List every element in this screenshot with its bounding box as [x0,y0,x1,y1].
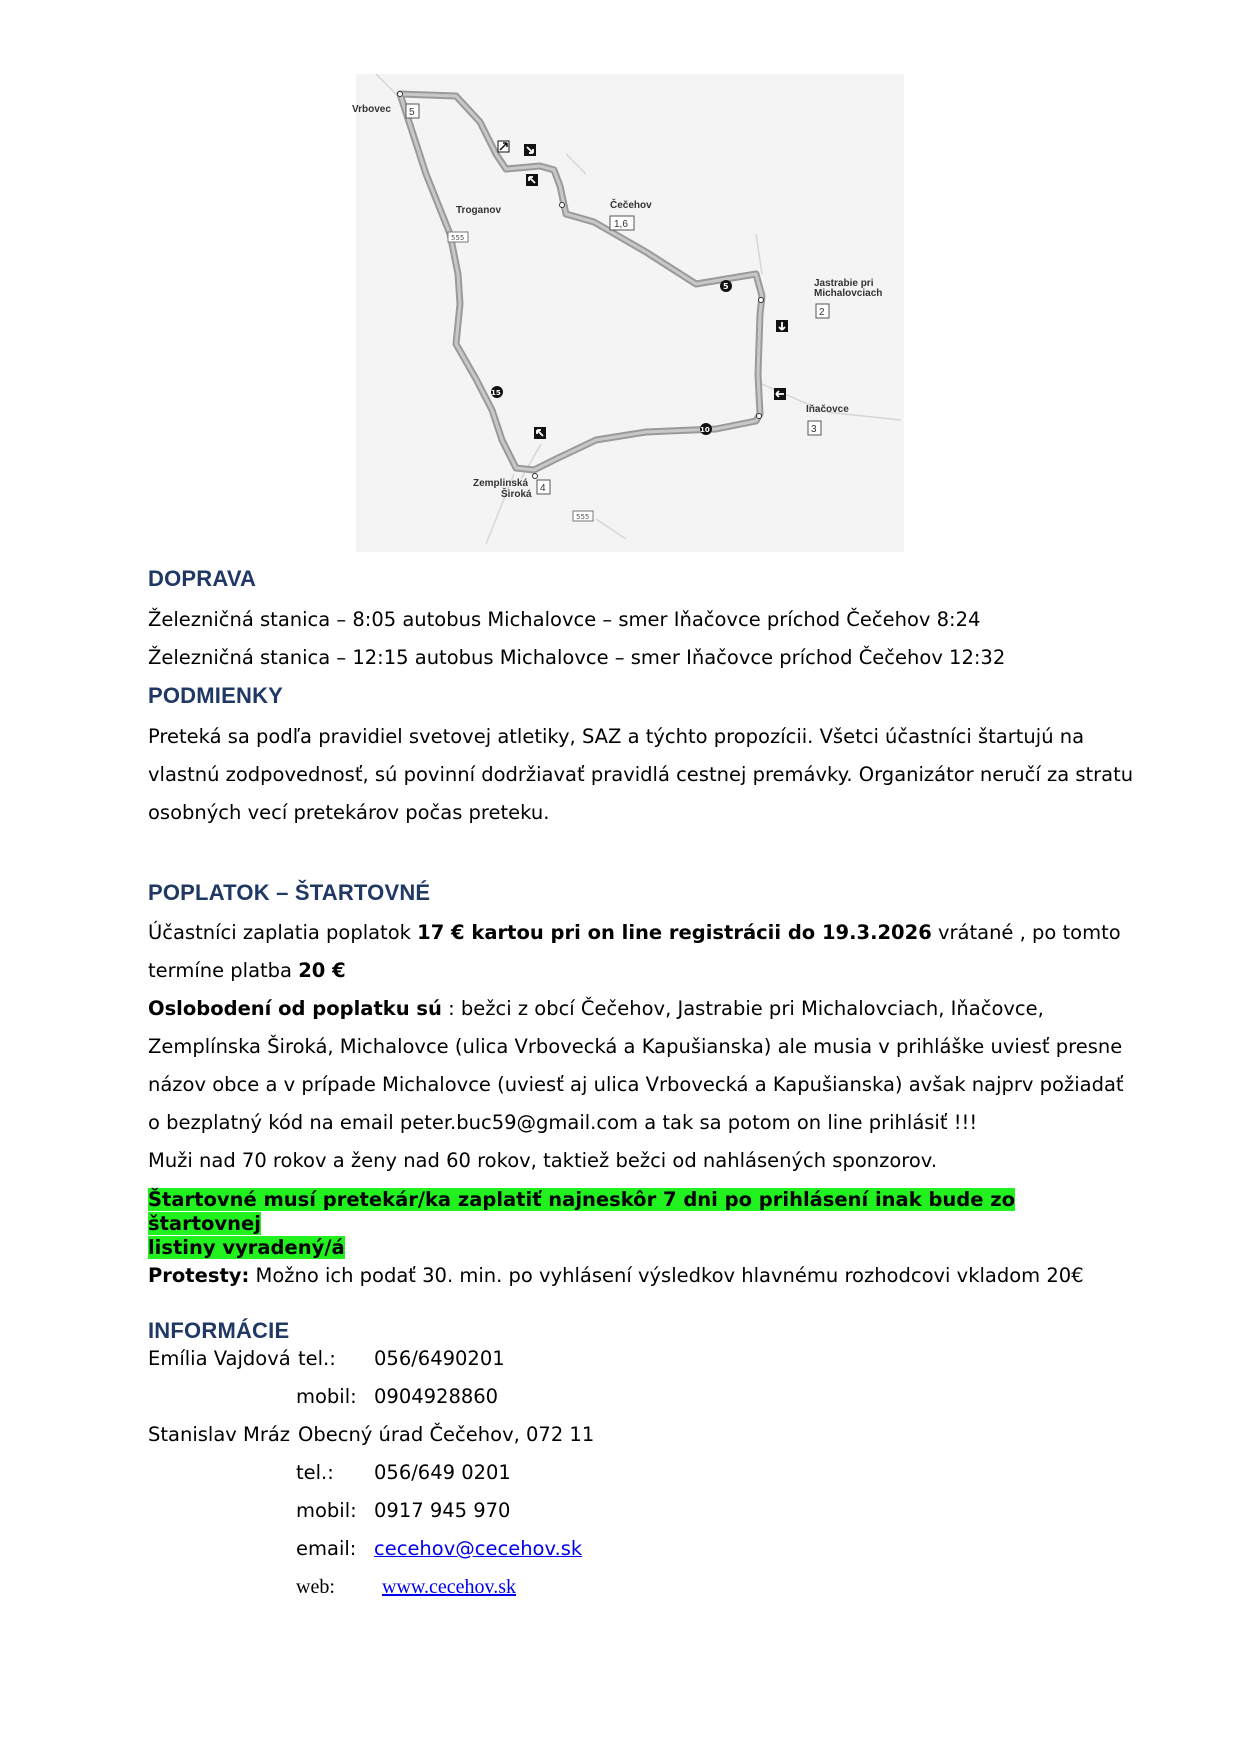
turn-arrow-icon [774,388,786,400]
svg-text:4: 4 [540,483,546,494]
payment-deadline-highlight: Štartovné musí pretekár/ka zaplatiť najneskôr 7 dni po prihlásení inak bude zo štartovnej listiny vyradený/á [148,1188,1016,1259]
turn-arrow-icon [498,141,509,152]
svg-text:2: 2 [819,307,825,318]
poplatok-line-4: Zemplínska Široká, Michalovce (ulica Vrbovecká a Kapušianska) ale musia v prihláške uviesť presne [148,1035,1123,1058]
checkpoint-vrbovec [406,104,419,118]
web-link[interactable]: www.cecehov.sk [382,1576,517,1598]
contact-2-tel-label: tel.: [296,1461,334,1484]
podmienky-line-3: osobných vecí pretekárov počas preteku. [148,801,550,824]
poplatok-line-1: Účastníci zaplatia poplatok 17 € kartou pri on line registrácii do 19.3.2026 vrátané , po tomto [148,921,1121,944]
turn-arrow-icon [526,174,538,186]
map-label-jastrabie-2: Michalovciach [814,288,883,299]
map-label-inacovce: Iňačovce [806,404,849,415]
svg-text:5: 5 [723,282,729,291]
map-label-zemplinska-1: Zemplinská [473,478,529,489]
poplatok-line-3: Oslobodení od poplatku sú : bežci z obcí Čečehov, Jastrabie pri Michalovciach, Iňačovce, [148,997,1044,1020]
heading-doprava: DOPRAVA [148,566,257,591]
map-label-troganov: Troganov [456,205,502,216]
poplatok-line-6: o bezplatný kód na email peter.buc59@gmail.com a tak sa potom on line prihlásiť !!! [148,1111,978,1134]
km-marker-15 [491,386,503,398]
route-map [352,74,904,552]
turn-arrow-icon [776,320,788,332]
contact-1-mobil: 0904928860 [374,1385,499,1408]
checkpoint-jastrabie [816,304,829,318]
doprava-line-1: Železničná stanica – 8:05 autobus Michalovce – smer Iňačovce príchod Čečehov 8:24 [148,608,981,631]
contact-1-tel: 056/6490201 [374,1347,505,1370]
poplatok-line-5: názov obce a v prípade Michalovce (uviesť aj ulica Vrbovecká a Kapušianska) avšak najprv požiadať [148,1073,1124,1096]
map-label-vrbovec: Vrbovec [352,104,391,115]
contact-1-tel-label: tel.: [298,1347,336,1370]
checkpoint-zemplinska [537,480,550,494]
contact-1-name: Emília Vajdová [148,1347,291,1370]
contact-2-web-label: web: [296,1576,335,1598]
map-label-jastrabie-1: Jastrabie pri [814,278,874,289]
svg-text:15: 15 [491,389,501,397]
podmienky-line-1: Preteká sa podľa pravidiel svetovej atletiky, SAZ a týchto propozícii. Všetci účastníci štartujú na [148,725,1085,748]
contact-2-mobil-label: mobil: [296,1499,357,1522]
contact-2-tel: 056/649 0201 [374,1461,511,1484]
poplatok-line-7: Muži nad 70 rokov a ženy nad 60 rokov, taktiež bežci od nahlásených sponzorov. [148,1149,938,1172]
contact-2-mobil: 0917 945 970 [374,1499,511,1522]
road-number-2 [573,511,593,521]
protesty-line: Protesty: Možno ich podať 30. min. po vyhlásení výsledkov hlavnému rozhodcovi vkladom 20€ [148,1264,1084,1287]
poplatok-line-2: termíne platba 20 € [148,959,346,982]
contact-2-address: Obecný úrad Čečehov, 072 11 [298,1423,595,1446]
podmienky-line-2: vlastnú zodpovednosť, sú povinní dodržiavať pravidlá cestnej premávky. Organizátor neručí za stratu [148,763,1134,786]
km-marker-5 [720,280,732,292]
km-marker-10 [700,423,712,435]
contact-2-email-label: email: [296,1537,357,1560]
svg-text:555: 555 [576,513,590,521]
turn-arrow-icon [524,144,536,156]
fee-late: 20 € [298,959,346,982]
contact-2-name: Stanislav Mráz [148,1423,291,1446]
map-label-cecehov: Čečehov [610,200,652,211]
svg-text:555: 555 [451,234,465,242]
svg-text:10: 10 [700,426,710,434]
svg-text:1,6: 1,6 [614,219,628,230]
heading-poplatok: POPLATOK – ŠTARTOVNÉ [148,880,431,905]
checkpoint-cecehov [610,216,634,230]
map-label-zemplinska-2: Široká [501,489,532,500]
heading-podmienky: PODMIENKY [148,683,284,708]
contact-1-mobil-label: mobil: [296,1385,357,1408]
svg-text:3: 3 [811,424,817,435]
heading-informacie: INFORMÁCIE [148,1318,290,1343]
fee-online: 17 € kartou pri on line registrácii do 19.3.2026 [417,921,932,944]
checkpoint-inacovce [808,421,821,435]
turn-arrow-icon [534,427,546,439]
svg-text:5: 5 [409,107,415,118]
road-number-1 [448,232,468,242]
doprava-line-2: Železničná stanica – 12:15 autobus Michalovce – smer Iňačovce príchod Čečehov 12:32 [148,646,1006,669]
email-link[interactable]: cecehov@cecehov.sk [374,1537,583,1560]
